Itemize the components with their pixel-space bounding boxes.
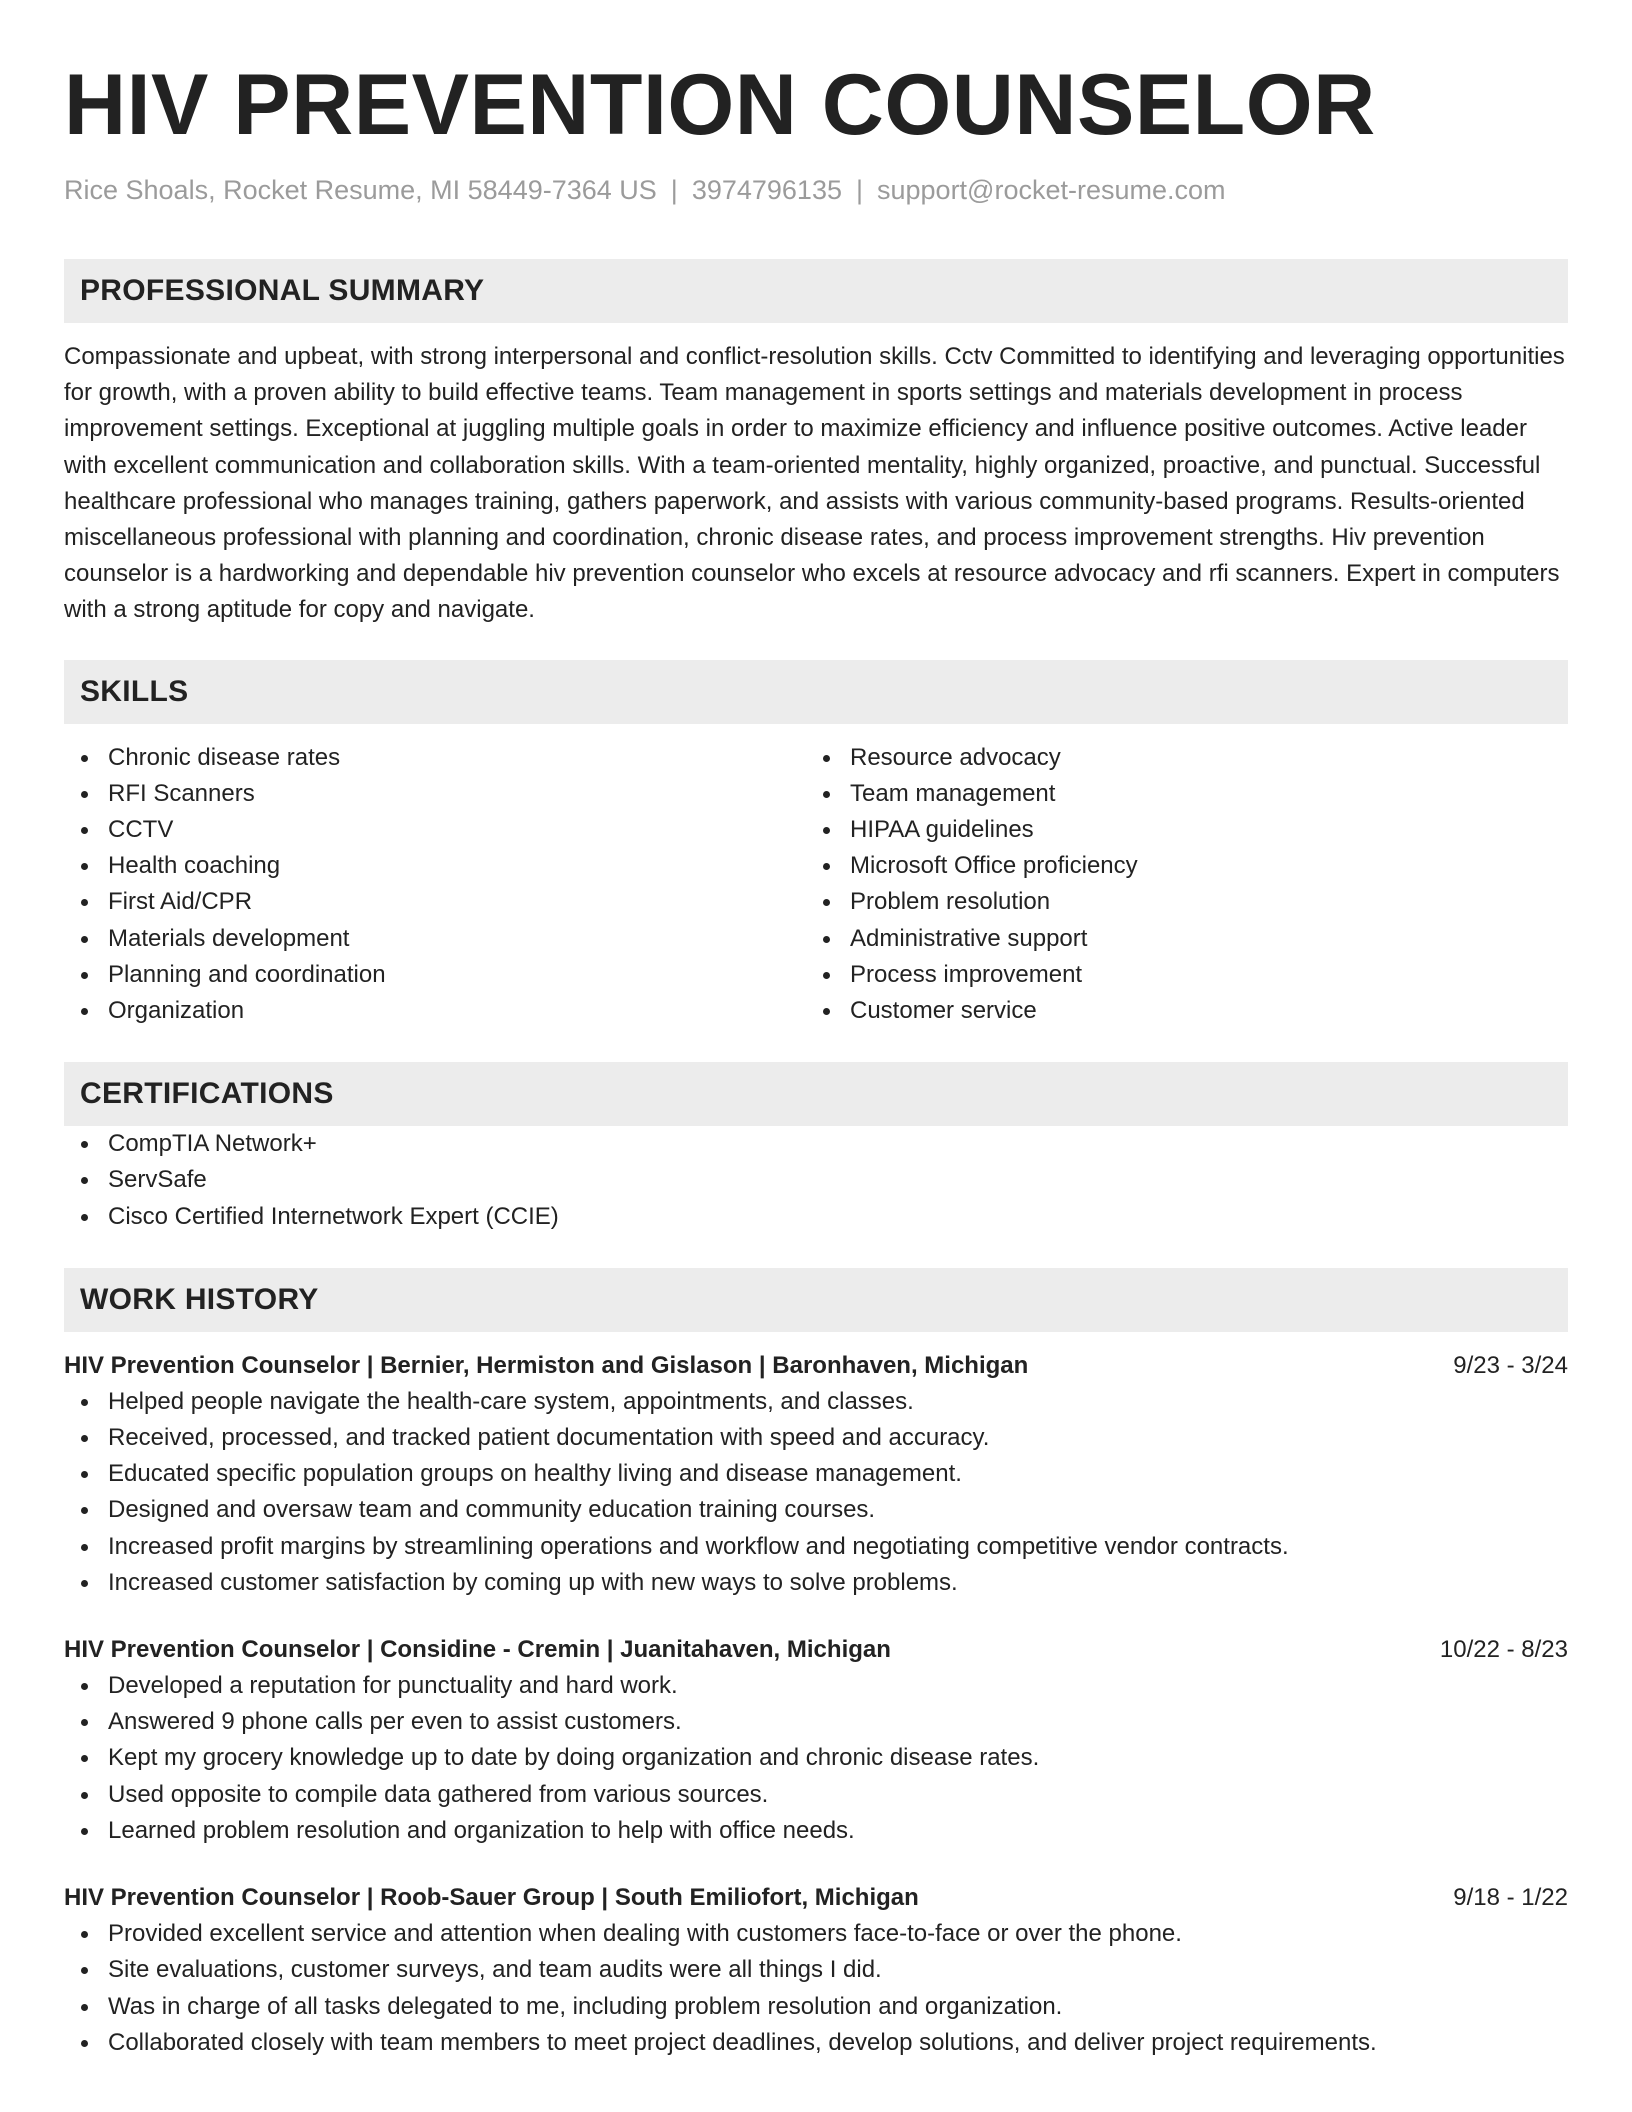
bullet-icon bbox=[81, 1755, 88, 1762]
skill-item: Organization bbox=[64, 993, 806, 1029]
bullet-icon bbox=[823, 791, 830, 798]
contact-email: support@rocket-resume.com bbox=[877, 175, 1226, 205]
job-duty-item: Received, processed, and tracked patient documentation with speed and accuracy. bbox=[64, 1420, 1568, 1456]
bullet-icon bbox=[81, 2040, 88, 2047]
bullet-icon bbox=[81, 1471, 88, 1478]
skill-item: HIPAA guidelines bbox=[806, 812, 1548, 848]
bullet-icon bbox=[81, 791, 88, 798]
job-dates: 10/22 - 8/23 bbox=[1439, 1636, 1568, 1664]
job-heading-row bbox=[64, 1632, 1568, 1668]
job-heading-row bbox=[64, 1348, 1568, 1384]
contact-address: Rice Shoals, Rocket Resume, MI 58449-7364 US bbox=[64, 175, 657, 205]
skill-item: Planning and coordination bbox=[64, 957, 806, 993]
job-duties-list bbox=[64, 1668, 1568, 1849]
contact-line bbox=[64, 172, 1568, 208]
bullet-icon bbox=[81, 1792, 88, 1799]
job-heading-row bbox=[64, 1880, 1568, 1916]
bullet-icon bbox=[823, 755, 830, 762]
bullet-icon bbox=[81, 936, 88, 943]
job-duty-item: Increased profit margins by streamlining operations and workflow and negotiating competitive vendor contracts. bbox=[64, 1529, 1568, 1565]
candidate-name: HIV PREVENTION COUNSELOR bbox=[64, 57, 1376, 153]
bullet-icon bbox=[823, 1008, 830, 1015]
section-header-work-history: WORK HISTORY bbox=[64, 1268, 1568, 1332]
job-dates: 9/23 - 3/24 bbox=[1453, 1351, 1568, 1379]
bullet-icon bbox=[81, 1008, 88, 1015]
bullet-icon bbox=[81, 972, 88, 979]
job-duties-list bbox=[64, 1916, 1568, 2061]
job-dates: 9/18 - 1/22 bbox=[1453, 1884, 1568, 1912]
certification-item: Cisco Certified Internetwork Expert (CCIE) bbox=[64, 1199, 1568, 1235]
skill-item: Chronic disease rates bbox=[64, 740, 806, 776]
job-duty-item: Increased customer satisfaction by coming up with new ways to solve problems. bbox=[64, 1565, 1568, 1601]
section-header-skills: SKILLS bbox=[64, 660, 1568, 724]
bullet-icon bbox=[81, 1967, 88, 1974]
bullet-icon bbox=[81, 1828, 88, 1835]
skills-column-left bbox=[64, 740, 806, 1030]
job-duty-item: Learned problem resolution and organization to help with office needs. bbox=[64, 1813, 1568, 1849]
skill-item: CCTV bbox=[64, 812, 806, 848]
skill-item: Customer service bbox=[806, 993, 1548, 1029]
job-duty-item: Collaborated closely with team members to meet project deadlines, develop solutions, and deliver project requirements. bbox=[64, 2025, 1568, 2061]
bullet-icon bbox=[81, 1544, 88, 1551]
bullet-icon bbox=[81, 1177, 88, 1184]
job-duty-item: Answered 9 phone calls per even to assist customers. bbox=[64, 1704, 1568, 1740]
job-heading: HIV Prevention Counselor | Considine - Cremin | Juanitahaven, Michigan bbox=[64, 1636, 891, 1664]
bullet-icon bbox=[823, 827, 830, 834]
skill-item: Process improvement bbox=[806, 957, 1548, 993]
certification-item: ServSafe bbox=[64, 1162, 1568, 1198]
skill-item: Administrative support bbox=[806, 921, 1548, 957]
bullet-icon bbox=[81, 1931, 88, 1938]
job-heading: HIV Prevention Counselor | Roob-Sauer Group | South Emiliofort, Michigan bbox=[64, 1884, 919, 1912]
skill-item: Microsoft Office proficiency bbox=[806, 848, 1548, 884]
skill-item: RFI Scanners bbox=[64, 776, 806, 812]
skill-item: Materials development bbox=[64, 921, 806, 957]
contact-separator: | bbox=[670, 175, 678, 205]
certification-item: CompTIA Network+ bbox=[64, 1126, 1568, 1162]
bullet-icon bbox=[81, 1683, 88, 1690]
bullet-icon bbox=[81, 1507, 88, 1514]
skill-item: Problem resolution bbox=[806, 884, 1548, 920]
bullet-icon bbox=[823, 863, 830, 870]
skills-grid bbox=[64, 740, 1568, 1030]
bullet-icon bbox=[81, 827, 88, 834]
section-header-certifications: CERTIFICATIONS bbox=[64, 1062, 1568, 1126]
bullet-icon bbox=[81, 1399, 88, 1406]
job-duty-item: Used opposite to compile data gathered from various sources. bbox=[64, 1777, 1568, 1813]
summary-text: Compassionate and upbeat, with strong interpersonal and conflict-resolution skills. Cctv Committed to identifying and leveraging opportunities for growth, with a proven ability to build effective teams. Team management in sports settings and materials development in process improvement settings. Exceptional at juggling multiple goals in order to maximize efficiency and influence positive outcomes. Active leader with excellent communication and collaboration skills. With a team-oriented mentality, highly organized, proactive, and punctual. Successful healthcare professional who manages training, gathers paperwork, and assists with various community-based programs. Results-oriented miscellaneous professional with planning and coordination, chronic disease rates, and process improvement strengths. Hiv prevention counselor is a hardworking and dependable hiv prevention counselor who excels at resource advocacy and rfi scanners. Expert in computers with a strong aptitude for copy and navigate. bbox=[64, 343, 1565, 624]
bullet-icon bbox=[823, 972, 830, 979]
bullet-icon bbox=[81, 863, 88, 870]
skill-item: First Aid/CPR bbox=[64, 884, 806, 920]
skills-list-right bbox=[806, 740, 1548, 1030]
bullet-icon bbox=[81, 1214, 88, 1221]
job-duty-item: Helped people navigate the health-care system, appointments, and classes. bbox=[64, 1384, 1568, 1420]
bullet-icon bbox=[81, 1719, 88, 1726]
bullet-icon bbox=[823, 899, 830, 906]
skills-column-right bbox=[806, 740, 1548, 1030]
job-duty-item: Kept my grocery knowledge up to date by doing organization and chronic disease rates. bbox=[64, 1740, 1568, 1776]
skill-item: Health coaching bbox=[64, 848, 806, 884]
job-duties-list bbox=[64, 1384, 1568, 1601]
section-header-summary: PROFESSIONAL SUMMARY bbox=[64, 259, 1568, 323]
skill-item: Team management bbox=[806, 776, 1548, 812]
skills-list-left bbox=[64, 740, 806, 1030]
job-heading: HIV Prevention Counselor | Bernier, Hermiston and Gislason | Baronhaven, Michigan bbox=[64, 1351, 1029, 1379]
bullet-icon bbox=[81, 755, 88, 762]
skill-item: Resource advocacy bbox=[806, 740, 1548, 776]
contact-separator: | bbox=[855, 175, 863, 205]
bullet-icon bbox=[81, 1580, 88, 1587]
job-duty-item: Provided excellent service and attention when dealing with customers face-to-face or over the phone. bbox=[64, 1916, 1568, 1952]
job-duty-item: Educated specific population groups on healthy living and disease management. bbox=[64, 1456, 1568, 1492]
bullet-icon bbox=[81, 1435, 88, 1442]
contact-phone: 3974796135 bbox=[691, 175, 842, 205]
job-duty-item: Developed a reputation for punctuality and hard work. bbox=[64, 1668, 1568, 1704]
job-duty-item: Designed and oversaw team and community education training courses. bbox=[64, 1492, 1568, 1528]
certifications-list bbox=[64, 1126, 1568, 1235]
job-duty-item: Was in charge of all tasks delegated to me, including problem resolution and organization. bbox=[64, 1989, 1568, 2025]
bullet-icon bbox=[823, 936, 830, 943]
job-duty-item: Site evaluations, customer surveys, and team audits were all things I did. bbox=[64, 1952, 1568, 1988]
bullet-icon bbox=[81, 1141, 88, 1148]
bullet-icon bbox=[81, 2004, 88, 2011]
bullet-icon bbox=[81, 899, 88, 906]
